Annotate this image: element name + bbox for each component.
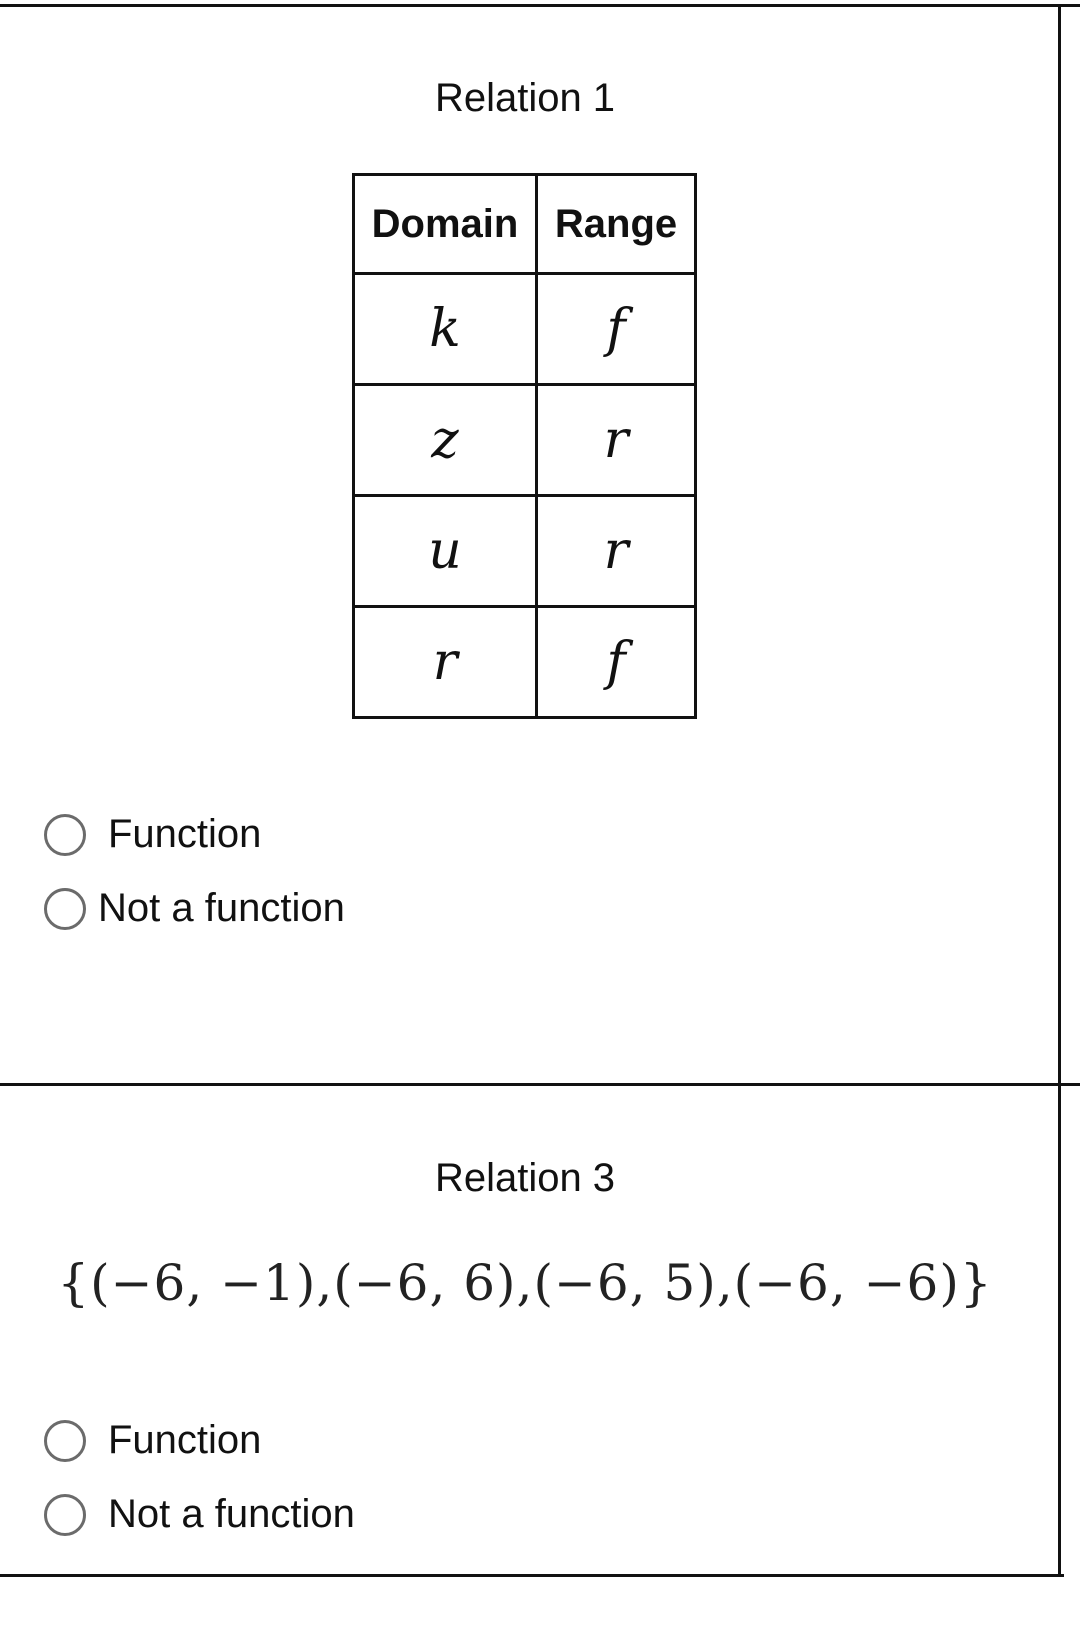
domain-cell: u xyxy=(354,496,537,607)
relation-3-title: Relation 3 xyxy=(434,1156,616,1200)
option-label: Function xyxy=(108,1418,262,1462)
relation-1-option-not-function[interactable] xyxy=(44,886,345,931)
range-cell: r xyxy=(537,496,696,607)
option-label: Not a function xyxy=(108,1492,355,1536)
relation-3-ordered-pairs: {(−6, −1),(−6, 6),(−6, 5),(−6, −6)} xyxy=(57,1254,993,1312)
radio-button-function[interactable] xyxy=(44,1420,86,1462)
table-row xyxy=(354,385,696,496)
relation-1-option-function[interactable] xyxy=(44,812,261,857)
right-border xyxy=(1058,4,1061,1576)
table-header-row xyxy=(354,175,696,274)
table-row xyxy=(354,274,696,385)
relation-3-option-function[interactable] xyxy=(44,1418,261,1463)
domain-header: Domain xyxy=(354,175,537,274)
domain-cell: r xyxy=(354,607,537,718)
option-label: Function xyxy=(108,812,262,856)
range-cell: f xyxy=(537,607,696,718)
domain-cell: k xyxy=(354,274,537,385)
range-cell: r xyxy=(537,385,696,496)
relation-3-panel xyxy=(0,1086,1058,1574)
range-cell: f xyxy=(537,274,696,385)
bottom-border xyxy=(0,1574,1064,1577)
table-row xyxy=(354,496,696,607)
option-label: Not a function xyxy=(98,886,345,930)
range-header: Range xyxy=(537,175,696,274)
relation-1-title: Relation 1 xyxy=(434,76,616,120)
domain-cell: z xyxy=(354,385,537,496)
radio-button-not-function[interactable] xyxy=(44,1494,86,1536)
relation-1-table xyxy=(352,173,697,719)
table-row xyxy=(354,607,696,718)
radio-button-function[interactable] xyxy=(44,814,86,856)
relation-3-option-not-function[interactable] xyxy=(44,1492,355,1537)
radio-button-not-function[interactable] xyxy=(44,888,86,930)
